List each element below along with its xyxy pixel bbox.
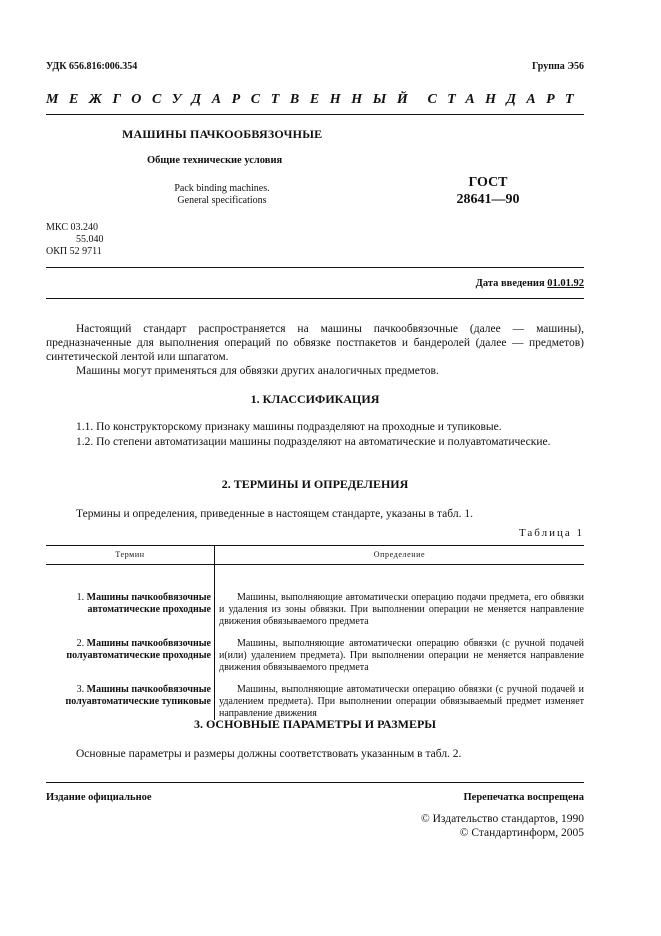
copyright-line-1: © Издательство стандартов, 1990	[420, 813, 584, 825]
standard-band	[46, 92, 584, 108]
term-number: 1.	[76, 592, 85, 603]
term-text: Машины пачкообвязочные полуавтоматические проходные	[66, 638, 211, 661]
intro-date-label: Дата введения	[475, 278, 545, 289]
clause-1-2: 1.2. По степени автоматизации машины подразделяют на автоматические и полуавтоматические.	[76, 436, 551, 448]
table-header-row	[46, 546, 584, 565]
table-cell-definition: Машины, выполняющие автоматически операцию обвязки (с ручной подачей и(или) удалением предмета). При выполнении операции не меняется направление движения обвязываемого предмета	[219, 638, 584, 673]
table-cell-term	[46, 565, 215, 629]
table-header-term: Термин	[46, 546, 215, 565]
band-rule	[46, 114, 584, 115]
intro-date	[476, 278, 584, 289]
intro-paragraph-2: Машины могут применяться для обвязки других аналогичных предметов.	[76, 365, 439, 377]
band-word-standard: СТАНДАРТ	[427, 92, 584, 107]
table-cell-definition: Машины, выполняющие автоматически операцию подачи предмета, его обвязки и удаления из зоны обвязки. При выполнении операции не меняется направление движения обвязываемого предмета	[219, 592, 584, 627]
gost-designation	[440, 174, 536, 208]
intro-paragraph: Настоящий стандарт распространяется на машины пачкообвязочные (далее — машины), предназначенные для выполнения операций по обвязке постпакетов и бандеролей (далее — предметов) синтетической лентой или шпагатом.	[46, 323, 584, 363]
copyright-block	[421, 812, 584, 840]
table-caption: Таблица 1	[518, 527, 584, 539]
document-subtitle: Общие технические условия	[147, 155, 283, 166]
term-number: 3.	[76, 684, 85, 695]
table-row	[46, 628, 584, 674]
official-edition: Издание официальное	[46, 792, 152, 803]
table-cell-definition: Машины, выполняющие автоматически операцию обвязки (с ручной подачей и удалением предмета). При выполнении операции обвязываемый предмет изменяет направление движения	[219, 684, 584, 719]
classification-codes	[46, 222, 104, 258]
intro-date-value: 01.01.92	[547, 278, 584, 289]
gost-number: 28641—90	[456, 192, 520, 207]
term-text: Машины пачкообвязочные автоматические проходные	[86, 592, 211, 615]
codes-rule	[46, 267, 584, 268]
term-text: Машины пачкообвязочные полуавтоматические тупиковые	[65, 684, 211, 707]
reprint-notice: Перепечатка воспрещена	[463, 792, 584, 803]
table-row	[46, 565, 584, 629]
section-heading-parameters: 3. ОСНОВНЫЕ ПАРАМЕТРЫ И РАЗМЕРЫ	[193, 717, 437, 731]
table-cell-term	[46, 628, 215, 674]
english-title-line2: General specifications	[177, 195, 267, 206]
table-row	[46, 674, 584, 720]
english-title	[170, 183, 274, 207]
footer-rule	[46, 782, 584, 783]
intro-date-rule	[46, 298, 584, 299]
section-heading-classification: 1. КЛАССИФИКАЦИЯ	[250, 392, 380, 406]
mks-code-second: 55.040	[76, 234, 104, 245]
band-word-interstate: МЕЖГОСУДАРСТВЕННЫЙ	[46, 92, 419, 107]
document-title: МАШИНЫ ПАЧКООБВЯЗОЧНЫЕ	[122, 127, 323, 141]
group-code: Группа Э56	[532, 61, 584, 72]
clause-1-1: 1.1. По конструкторскому признаку машины подразделяют на проходные и тупиковые.	[76, 421, 502, 433]
okp-code: ОКП 52 9711	[46, 246, 102, 257]
term-number: 2.	[76, 638, 85, 649]
terms-table	[46, 545, 584, 720]
parameters-intro: Основные параметры и размеры должны соответствовать указанным в табл. 2.	[76, 748, 462, 760]
english-title-line1: Pack binding machines.	[174, 183, 270, 194]
table-cell-term	[46, 674, 215, 720]
copyright-line-2: © Стандартинформ, 2005	[459, 827, 584, 839]
table-header-definition: Определение	[215, 546, 585, 565]
udk-code: УДК 656.816:006.354	[46, 61, 138, 72]
section-heading-terms: 2. ТЕРМИНЫ И ОПРЕДЕЛЕНИЯ	[221, 477, 409, 491]
terms-intro: Термины и определения, приведенные в настоящем стандарте, указаны в табл. 1.	[76, 508, 473, 520]
mks-code: МКС 03.240	[46, 222, 98, 233]
gost-label: ГОСТ	[468, 175, 508, 190]
